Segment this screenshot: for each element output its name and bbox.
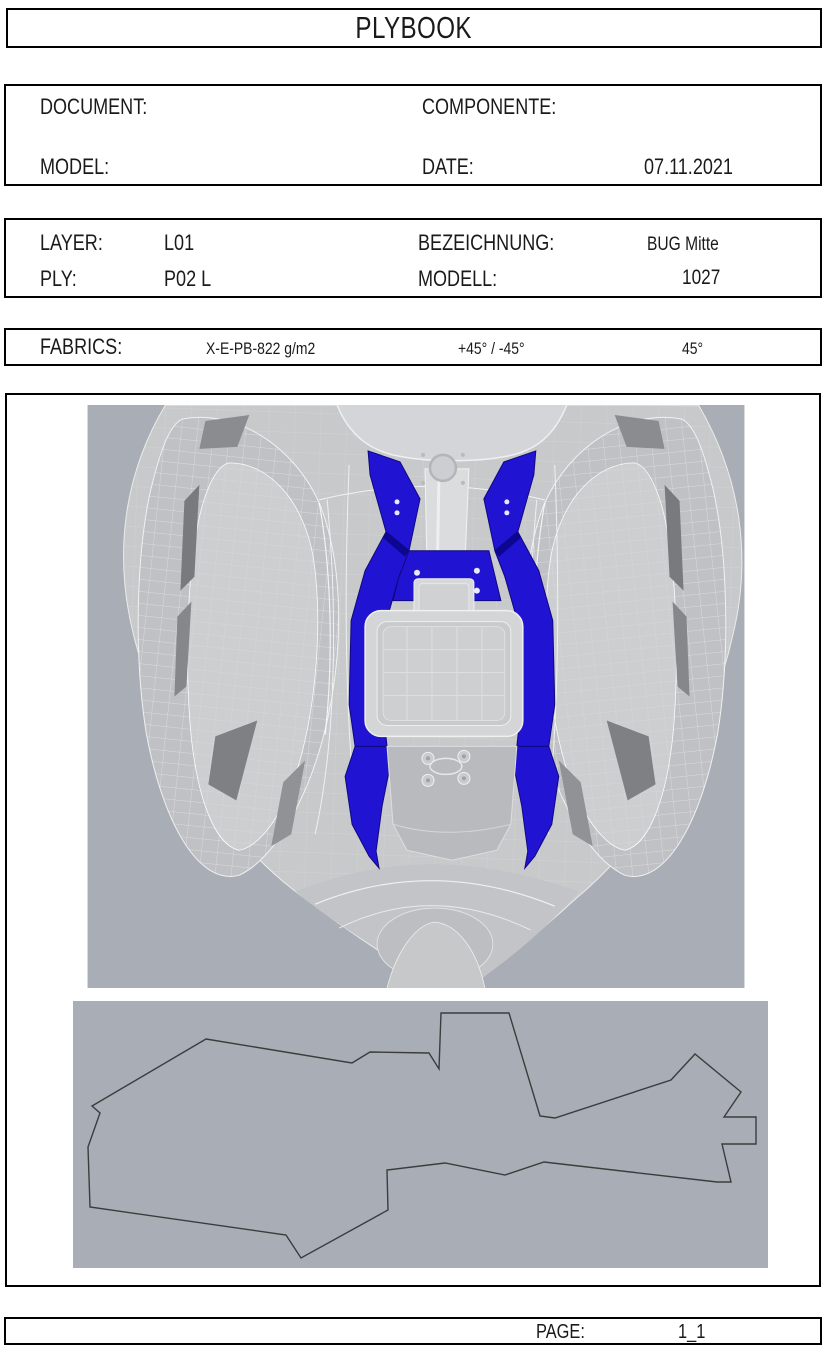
layer-label: LAYER: — [40, 230, 103, 255]
page-number-value: 1_1 — [678, 1321, 706, 1343]
document-label: DOCUMENT: — [40, 94, 148, 119]
flat-pattern-view — [73, 1001, 768, 1268]
mount-platform — [387, 746, 517, 860]
page-title: PLYBOOK — [355, 10, 473, 45]
model-label: MODEL: — [40, 154, 110, 179]
ply-value: P02 L — [164, 266, 212, 291]
bezeichnung-value: BUG Mitte — [647, 234, 719, 255]
date-label: DATE: — [422, 154, 474, 179]
layer-info-box — [4, 218, 822, 298]
modell-value: 1027 — [682, 266, 721, 289]
fabrics-orientation: +45° / -45° — [458, 339, 525, 358]
date-value: 07.11.2021 — [644, 154, 733, 179]
layer-value: L01 — [164, 230, 195, 255]
ply-label: PLY: — [40, 266, 77, 291]
flat-pattern-illustration — [73, 1001, 768, 1268]
page-number-label: PAGE: — [536, 1321, 585, 1343]
fabrics-angle: 45° — [682, 339, 704, 358]
footer-box — [4, 1317, 822, 1345]
fabrics-label: FABRICS: — [40, 334, 123, 359]
title-box — [6, 8, 822, 48]
fabrics-box — [4, 328, 822, 366]
modell-label: MODELL: — [418, 266, 498, 291]
deck-ring-hole — [430, 455, 456, 481]
document-info-box — [4, 84, 822, 186]
fabrics-material: X-E-PB-822 g/m2 — [206, 339, 316, 358]
bezeichnung-label: BEZEICHNUNG: — [418, 230, 555, 255]
model-3d-view — [87, 405, 745, 988]
model-3d-illustration — [87, 405, 745, 988]
componente-label: COMPONENTE: — [422, 94, 557, 119]
